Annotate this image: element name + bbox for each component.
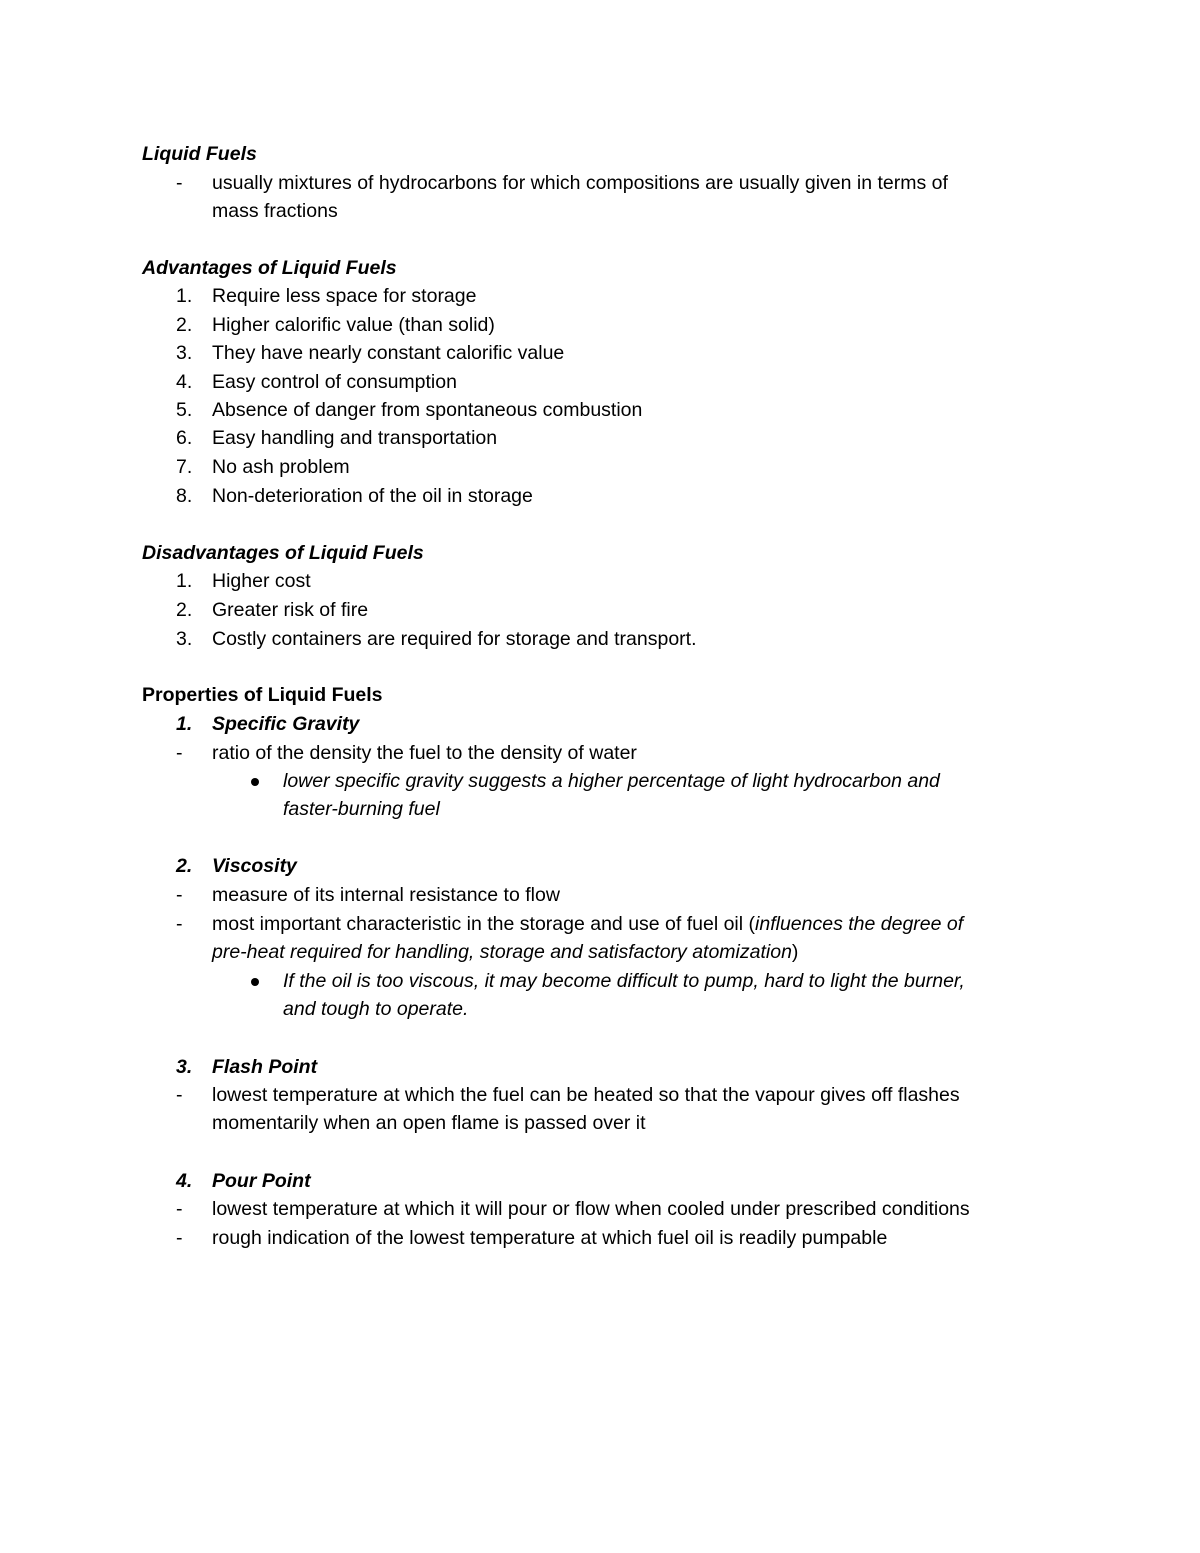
- dash-marker: -: [176, 1227, 183, 1249]
- list-number: 2.: [176, 314, 193, 336]
- advantage-item: No ash problem: [212, 456, 350, 478]
- flash-point-definition-line-2: momentarily when an open flame is passed over it: [212, 1112, 646, 1134]
- advantage-item: Higher calorific value (than solid): [212, 314, 495, 336]
- viscosity-characteristic-italic: influences the degree of: [755, 913, 964, 935]
- viscosity-characteristic-italic: pre-heat required for handling, storage and satisfactory atomization: [212, 941, 792, 963]
- specific-gravity-note-line-1: lower specific gravity suggests a higher percentage of light hydrocarbon and: [283, 770, 940, 792]
- disadvantage-item: Greater risk of fire: [212, 599, 369, 621]
- property-number: 2.: [176, 855, 193, 877]
- specific-gravity-title: Specific Gravity: [212, 713, 360, 735]
- advantage-item: Easy control of consumption: [212, 371, 457, 393]
- pour-point-title: Pour Point: [212, 1170, 311, 1192]
- dash-marker: -: [176, 1198, 183, 1220]
- viscosity-characteristic-plain: ): [791, 941, 799, 963]
- advantage-item: Non-deterioration of the oil in storage: [212, 485, 533, 507]
- pour-point-indication: rough indication of the lowest temperature at which fuel oil is readily pumpable: [212, 1227, 888, 1249]
- list-number: 3.: [176, 342, 193, 364]
- list-number: 7.: [176, 456, 193, 478]
- specific-gravity-note-line-2: faster-burning fuel: [283, 798, 440, 820]
- liquid-fuels-description-line-1: usually mixtures of hydrocarbons for which compositions are usually given in terms of: [212, 172, 948, 194]
- property-number: 1.: [176, 713, 193, 735]
- viscosity-note-line-1: If the oil is too viscous, it may become difficult to pump, hard to light the burner,: [283, 970, 965, 992]
- flash-point-definition-line-1: lowest temperature at which the fuel can be heated so that the vapour gives off flashes: [212, 1084, 960, 1106]
- viscosity-definition: measure of its internal resistance to flow: [212, 884, 560, 906]
- list-number: 4.: [176, 371, 193, 393]
- viscosity-title: Viscosity: [212, 855, 297, 877]
- viscosity-characteristic-line-2: [212, 938, 798, 966]
- list-number: 6.: [176, 427, 193, 449]
- dash-marker: -: [176, 1084, 183, 1106]
- viscosity-note-line-2: and tough to operate.: [283, 998, 469, 1020]
- advantage-item: They have nearly constant calorific value: [212, 342, 565, 364]
- viscosity-characteristic-line-1: [212, 910, 963, 938]
- list-number: 5.: [176, 399, 193, 421]
- bullet-dot-icon: [251, 778, 259, 786]
- advantage-item: Absence of danger from spontaneous combustion: [212, 399, 643, 421]
- list-number: 1.: [176, 285, 193, 307]
- property-number: 4.: [176, 1170, 193, 1192]
- advantage-item: Require less space for storage: [212, 285, 477, 307]
- pour-point-definition: lowest temperature at which it will pour or flow when cooled under prescribed conditions: [212, 1198, 970, 1220]
- list-number: 2.: [176, 599, 193, 621]
- list-number: 3.: [176, 628, 193, 650]
- properties-heading: Properties of Liquid Fuels: [142, 684, 383, 706]
- list-number: 8.: [176, 485, 193, 507]
- specific-gravity-definition: ratio of the density the fuel to the density of water: [212, 742, 637, 764]
- disadvantages-heading: Disadvantages of Liquid Fuels: [142, 542, 424, 564]
- bullet-dot-icon: [251, 978, 259, 986]
- liquid-fuels-heading: Liquid Fuels: [142, 143, 257, 165]
- disadvantage-item: Costly containers are required for storage and transport.: [212, 628, 697, 650]
- property-number: 3.: [176, 1056, 193, 1078]
- list-number: 1.: [176, 570, 193, 592]
- advantage-item: Easy handling and transportation: [212, 427, 498, 449]
- liquid-fuels-description-line-2: mass fractions: [212, 200, 338, 222]
- viscosity-characteristic-plain: most important characteristic in the storage and use of fuel oil (: [212, 913, 756, 935]
- dash-marker: -: [176, 913, 183, 935]
- flash-point-title: Flash Point: [212, 1056, 318, 1078]
- advantages-heading: Advantages of Liquid Fuels: [142, 257, 397, 279]
- dash-marker: -: [176, 172, 183, 194]
- dash-marker: -: [176, 742, 183, 764]
- dash-marker: -: [176, 884, 183, 906]
- disadvantage-item: Higher cost: [212, 570, 311, 592]
